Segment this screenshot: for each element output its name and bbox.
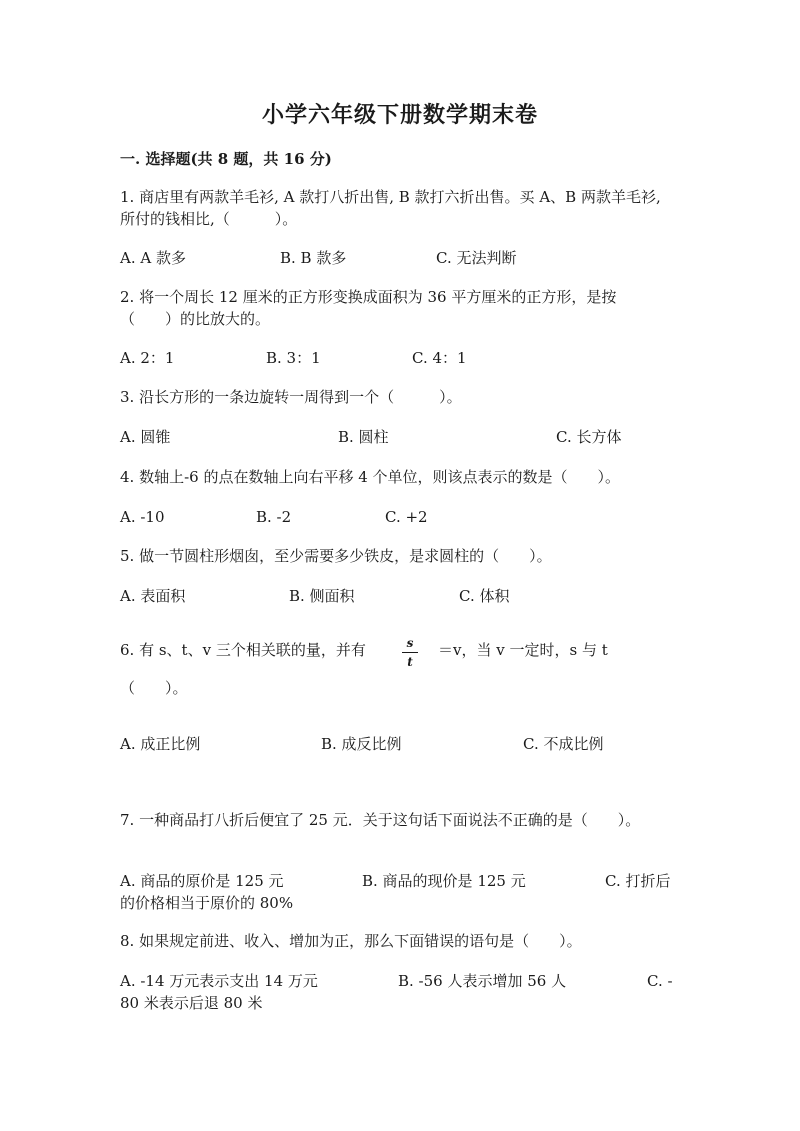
question-6-options <box>120 733 680 755</box>
option-c[interactable]: C. 体积 <box>459 587 510 605</box>
question-1-line-2: 所付的钱相比,（ ）。 <box>120 210 298 228</box>
option-b[interactable]: B. 商品的现价是 125 元 <box>362 872 526 890</box>
option-a[interactable]: A. 成正比例 <box>120 735 201 753</box>
fraction-s-over-t <box>402 636 418 669</box>
option-a[interactable]: A. -14 万元表示支出 14 万元 <box>120 972 318 990</box>
option-a[interactable]: A. 商品的原价是 125 元 <box>120 872 284 890</box>
option-a[interactable]: A. 表面积 <box>120 587 186 605</box>
option-c[interactable]: C. 无法判断 <box>436 249 517 267</box>
option-c[interactable]: C. 4：1 <box>412 349 467 367</box>
question-8-options <box>120 970 680 992</box>
option-b[interactable]: B. -56 人表示增加 56 人 <box>398 972 567 990</box>
question-7-options <box>120 870 680 892</box>
option-a[interactable]: A. -10 <box>120 508 165 526</box>
question-1-line-1: 1. 商店里有两款羊毛衫, A 款打八折出售, B 款打六折出售。买 A、B 两款羊毛衫, <box>120 188 661 206</box>
option-c[interactable]: C. 不成比例 <box>523 735 604 753</box>
question-3 <box>120 386 680 408</box>
question-2 <box>120 286 680 330</box>
question-8-option-c-continued: 80 米表示后退 80 米 <box>120 994 263 1012</box>
option-b[interactable]: B. 3：1 <box>266 349 321 367</box>
option-a[interactable]: A. 圆锥 <box>120 428 171 446</box>
option-a[interactable]: A. 2：1 <box>120 349 175 367</box>
question-2-line-1: 2. 将一个周长 12 厘米的正方形变换成面积为 36 平方厘米的正方形，是按 <box>120 288 617 306</box>
question-5-options <box>120 585 680 607</box>
question-7-option-c-continued: 的价格相当于原价的 80% <box>120 894 294 912</box>
question-4-options <box>120 506 680 528</box>
option-c[interactable]: C. +2 <box>385 508 428 526</box>
question-8-line-1: 8. 如果规定前进、收入、增加为正，那么下面错误的语句是（ ）。 <box>120 932 582 950</box>
page-title: 小学六年级下册数学期末卷 <box>261 102 538 128</box>
question-6-line-2: （ ）。 <box>120 679 188 697</box>
section-heading: 一. 选择题(共 8 题，共 16 分) <box>120 150 332 168</box>
option-c[interactable]: C. 打折后 <box>605 872 671 890</box>
question-4-line-1: 4. 数轴上-6 的点在数轴上向右平移 4 个单位，则该点表示的数是（ ）。 <box>120 468 621 486</box>
option-a[interactable]: A. A 款多 <box>120 249 186 267</box>
question-2-line-2: （ ）的比放大的。 <box>120 310 271 328</box>
question-3-options <box>120 426 680 448</box>
option-b[interactable]: B. 侧面积 <box>289 587 355 605</box>
fraction-denominator: t <box>407 655 413 669</box>
option-c[interactable]: C. - <box>647 972 673 990</box>
question-5-line-1: 5. 做一节圆柱形烟囱，至少需要多少铁皮，是求圆柱的（ ）。 <box>120 547 552 565</box>
question-4 <box>120 466 680 488</box>
question-1-options <box>120 247 680 269</box>
question-2-options <box>120 347 680 369</box>
question-1 <box>120 186 680 230</box>
question-8 <box>120 930 680 952</box>
question-5 <box>120 545 680 567</box>
option-b[interactable]: B. B 款多 <box>280 249 347 267</box>
question-3-line-1: 3. 沿长方形的一条边旋转一周得到一个（ ）。 <box>120 388 462 406</box>
fraction-bar <box>402 652 418 653</box>
option-b[interactable]: B. -2 <box>256 508 292 526</box>
option-c[interactable]: C. 长方体 <box>556 428 622 446</box>
question-6-prefix: 6. 有 s、t、v 三个相关联的量，并有 <box>120 641 366 659</box>
fraction-numerator: s <box>406 636 414 650</box>
question-6-suffix: ＝v，当 v 一定时，s 与 t <box>438 641 608 659</box>
option-b[interactable]: B. 圆柱 <box>338 428 389 446</box>
question-7-line-1: 7. 一种商品打八折后便宜了 25 元．关于这句话下面说法不正确的是（ ）。 <box>120 811 641 829</box>
option-b[interactable]: B. 成反比例 <box>321 735 402 753</box>
question-7 <box>120 809 680 831</box>
